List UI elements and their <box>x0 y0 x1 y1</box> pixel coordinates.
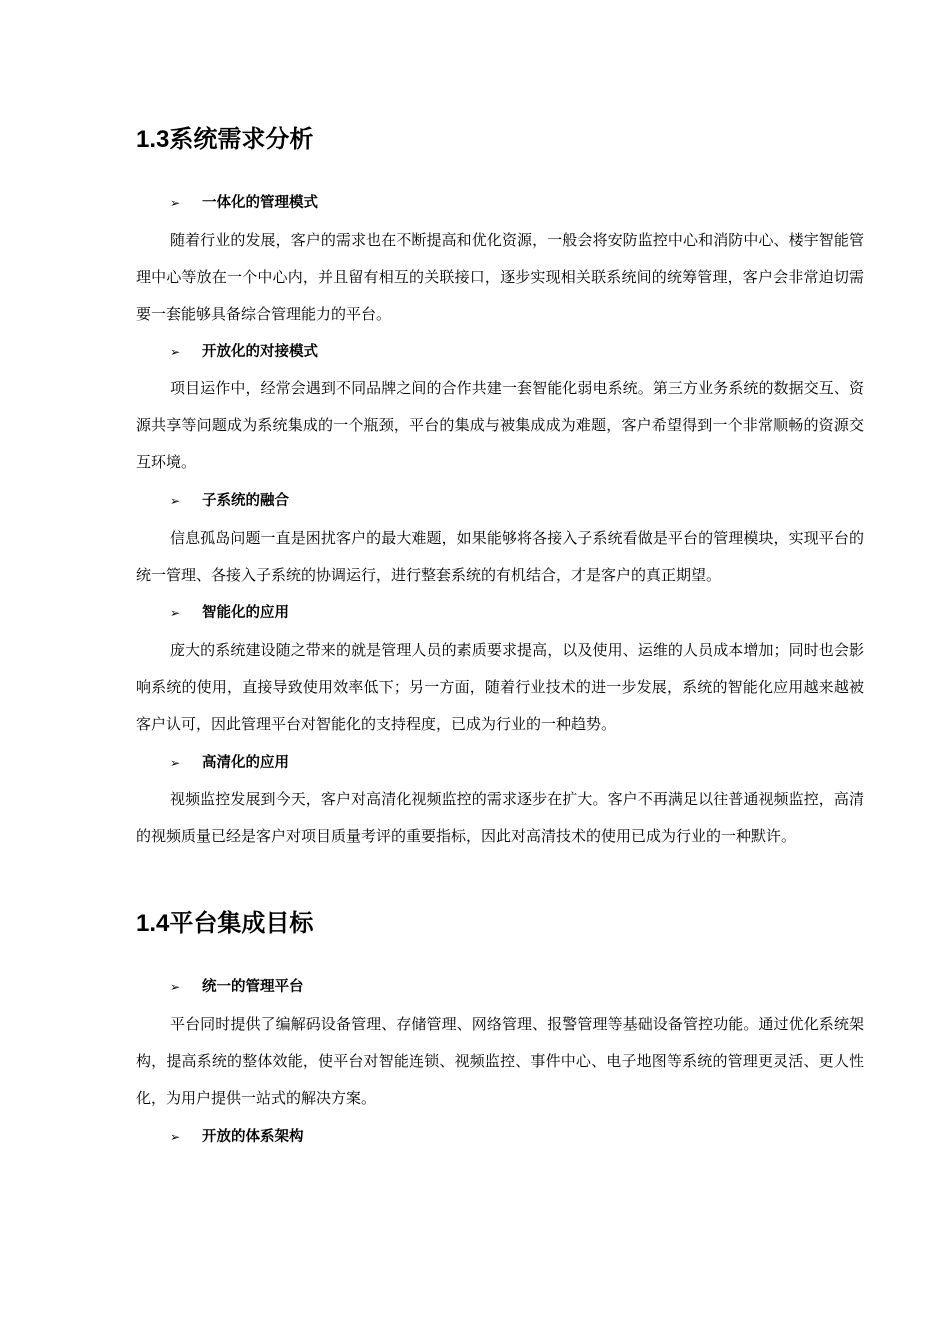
arrow-bullet-icon: ➢ <box>170 606 181 620</box>
bullet-item-title <box>170 976 304 998</box>
body-paragraph: 视频监控发展到今天，客户对高清化视频监控的需求逐步在扩大。客户不再满足以往普通视频监控，高清的视频质量已经是客户对项目质量考评的重要指标，因此对高清技术的使用已成为行业的一种默许。 <box>136 790 864 845</box>
arrow-bullet-icon: ➢ <box>170 196 181 210</box>
bullet-title-text: 一体化的管理模式 <box>202 195 318 211</box>
body-paragraph: 随着行业的发展，客户的需求也在不断提高和优化资源，一般会将安防监控中心和消防中心、楼宇智能管理中心等放在一个中心内，并且留有相互的关联接口，逐步实现相关联系统间的统筹管理，客户会非常迫切需要一套能够具备综合管理能力的平台。 <box>136 231 864 323</box>
section-heading-1-3: 1.3系统需求分析 <box>136 126 314 153</box>
bullet-item-title <box>170 192 318 214</box>
bullet-item-title <box>170 1126 304 1148</box>
bullet-title-text: 统一的管理平台 <box>202 979 304 995</box>
bullet-title-text: 高清化的应用 <box>202 755 289 771</box>
body-paragraph: 平台同时提供了编解码设备管理、存储管理、网络管理、报警管理等基础设备管控功能。通过优化系统架构，提高系统的整体效能，使平台对智能连锁、视频监控、事件中心、电子地图等系统的管理更灵活、更人性化，为用户提供一站式的解决方案。 <box>136 1015 864 1107</box>
bullet-title-text: 开放的体系架构 <box>202 1129 304 1145</box>
section-heading-1-4: 1.4平台集成目标 <box>136 910 314 937</box>
bullet-item-title <box>170 602 289 624</box>
bullet-title-text: 智能化的应用 <box>202 605 289 621</box>
body-paragraph: 庞大的系统建设随之带来的就是管理人员的素质要求提高，以及使用、运维的人员成本增加；同时也会影响系统的使用，直接导致使用效率低下；另一方面，随着行业技术的进一步发展，系统的智能化应用越来越被客户认可，因此管理平台对智能化的支持程度，已成为行业的一种趋势。 <box>136 641 864 733</box>
arrow-bullet-icon: ➢ <box>170 1130 181 1144</box>
bullet-item-title <box>170 752 289 774</box>
arrow-bullet-icon: ➢ <box>170 345 181 359</box>
bullet-title-text: 开放化的对接模式 <box>202 344 318 360</box>
body-paragraph: 信息孤岛问题一直是困扰客户的最大难题，如果能够将各接入子系统看做是平台的管理模块，实现平台的统一管理、各接入子系统的协调运行，进行整套系统的有机结合，才是客户的真正期望。 <box>136 529 864 584</box>
body-paragraph: 项目运作中，经常会遇到不同品牌之间的合作共建一套智能化弱电系统。第三方业务系统的数据交互、资源共享等问题成为系统集成的一个瓶颈，平台的集成与被集成成为难题，客户希望得到一个非常顺畅的资源交互环境。 <box>136 379 864 471</box>
bullet-item-title <box>170 341 318 363</box>
arrow-bullet-icon: ➢ <box>170 494 181 508</box>
bullet-item-title <box>170 490 289 512</box>
arrow-bullet-icon: ➢ <box>170 756 181 770</box>
arrow-bullet-icon: ➢ <box>170 980 181 994</box>
bullet-title-text: 子系统的融合 <box>202 493 289 509</box>
